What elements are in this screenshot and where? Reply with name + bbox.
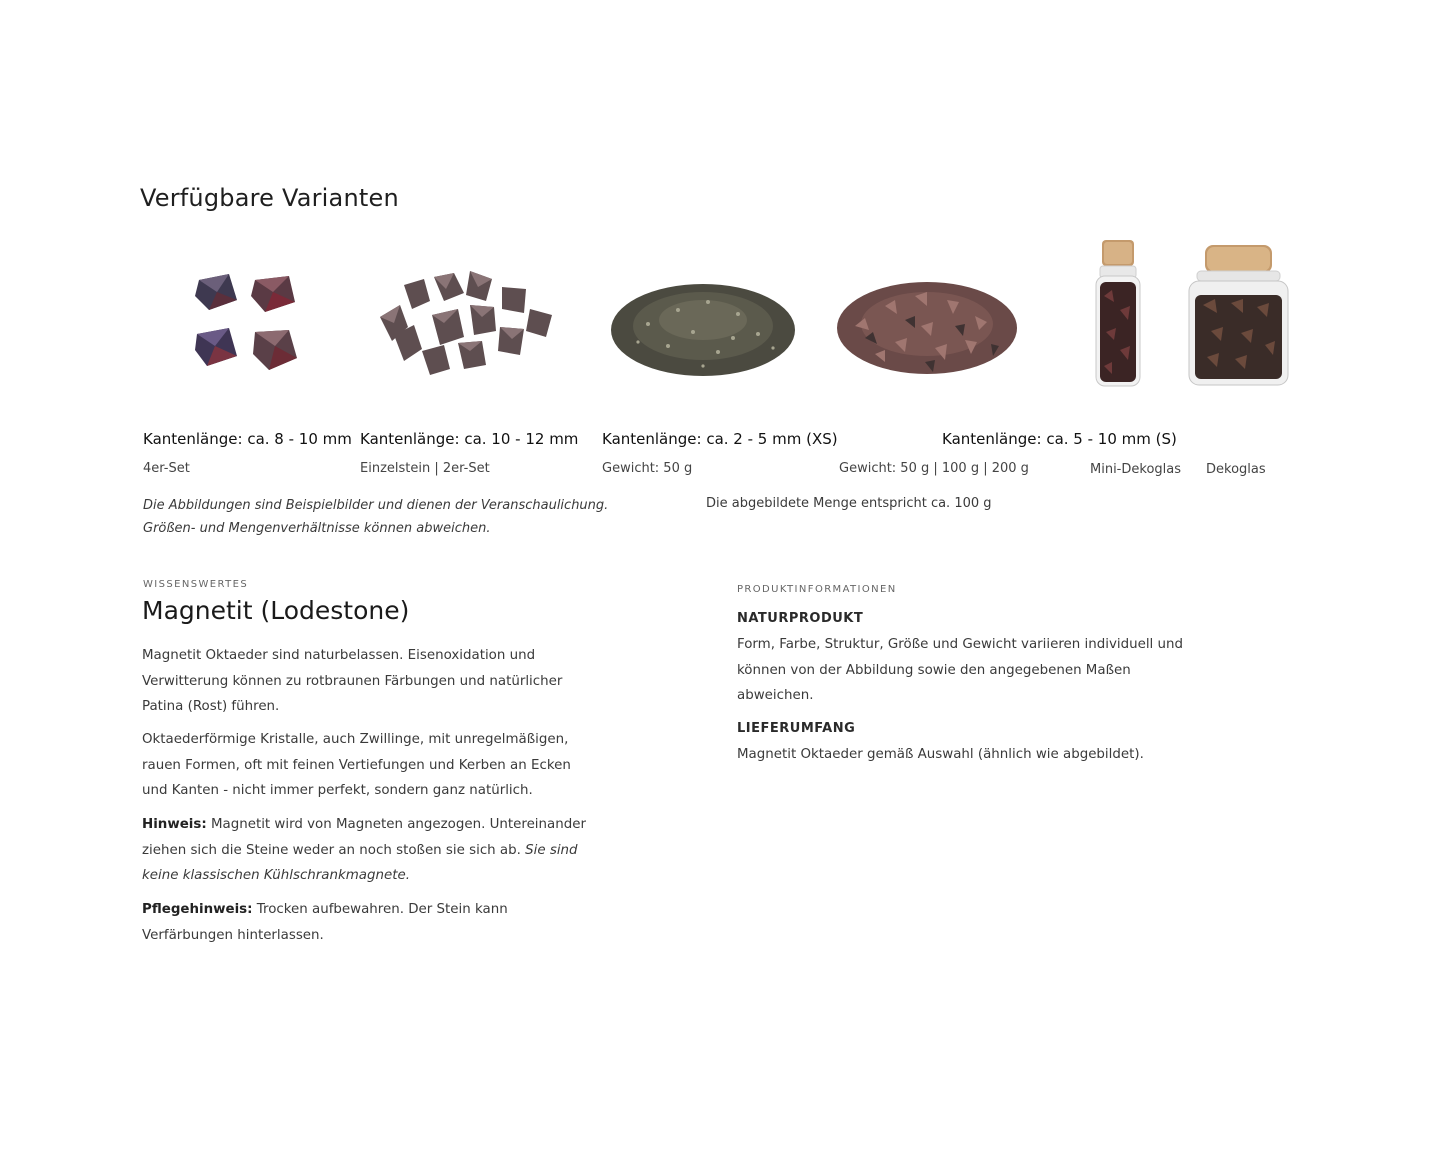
care-text: Trocken aufbewahren. Der Stein kann Verfärbungen hinterlassen. [142, 902, 508, 943]
variant-label-4: Kantenlänge: ca. 5 - 10 mm (S) [942, 430, 1177, 448]
product-info-paragraph-2: Magnetit Oktaeder gemäß Auswahl (ähnlich wie abgebildet). [737, 747, 1144, 762]
product-info-heading-naturprodukt: NATURPRODUKT [737, 611, 864, 626]
hint-italic: Sie sind keine klassischen Kühlschrankmagnete. [142, 842, 578, 883]
knowledge-title: Magnetit (Lodestone) [142, 596, 410, 625]
product-info-heading-lieferumfang: LIEFERUMFANG [737, 721, 856, 736]
variant-image-xs[interactable] [608, 262, 798, 384]
variant-image-4er-set[interactable] [185, 262, 310, 382]
knowledge-paragraph-1: Magnetit Oktaeder sind naturbelassen. Eisenoxidation und Verwitterung können zu rotbraunen Färbungen und natürlicher Patina (Rost) führen. [142, 648, 563, 714]
variant-label-3: Kantenlänge: ca. 2 - 5 mm (XS) [602, 430, 838, 448]
quantity-note: Die abgebildete Menge entspricht ca. 100 g [706, 496, 992, 511]
container-mini-label: Mini-Dekoglas [1090, 462, 1181, 477]
variant-label-2: Kantenlänge: ca. 10 - 12 mm [360, 430, 579, 448]
variant-image-mini-dekoglas[interactable] [1090, 240, 1146, 390]
image-disclaimer [143, 494, 608, 540]
hint-text: Magnetit wird von Magneten angezogen. Untereinander ziehen sich die Steine weder an noch stoßen sie sich ab. [142, 817, 586, 858]
variant-sub-4: Gewicht: 50 g | 100 g | 200 g [839, 461, 1029, 476]
container-glass-label: Dekoglas [1206, 462, 1266, 477]
variant-label-1: Kantenlänge: ca. 8 - 10 mm [143, 430, 352, 448]
variant-sub-1: 4er-Set [143, 461, 190, 476]
image-disclaimer-line-2: Größen- und Mengenverhältnisse können abweichen. [143, 521, 491, 536]
knowledge-paragraph-care [142, 897, 592, 948]
variant-sub-3: Gewicht: 50 g [602, 461, 693, 476]
hint-label: Hinweis: [142, 817, 207, 832]
product-info-eyebrow: PRODUKTINFORMATIONEN [737, 584, 897, 595]
image-disclaimer-line-1: Die Abbildungen sind Beispielbilder und dienen der Veranschaulichung. [143, 498, 609, 513]
variant-image-einzelstein[interactable] [374, 265, 559, 380]
knowledge-paragraph-2: Oktaederförmige Kristalle, auch Zwillinge, mit unregelmäßigen, rauen Formen, oft mit feinen Vertiefungen und Kerben an Ecken und Kanten - nicht immer perfekt, sondern ganz natürlich. [142, 732, 571, 798]
knowledge-eyebrow: WISSENSWERTES [143, 579, 249, 590]
care-label: Pflegehinweis: [142, 902, 253, 917]
section-title: Verfügbare Varianten [140, 184, 399, 212]
variant-sub-2: Einzelstein | 2er-Set [360, 461, 490, 476]
variant-image-s[interactable] [835, 266, 1020, 384]
knowledge-paragraph-hint [142, 812, 592, 889]
variant-image-dekoglas[interactable] [1187, 245, 1290, 387]
product-info-paragraph-1: Form, Farbe, Struktur, Größe und Gewicht variieren individuell und können von der Abbildung sowie den angegebenen Maßen abweichen. [737, 637, 1183, 703]
